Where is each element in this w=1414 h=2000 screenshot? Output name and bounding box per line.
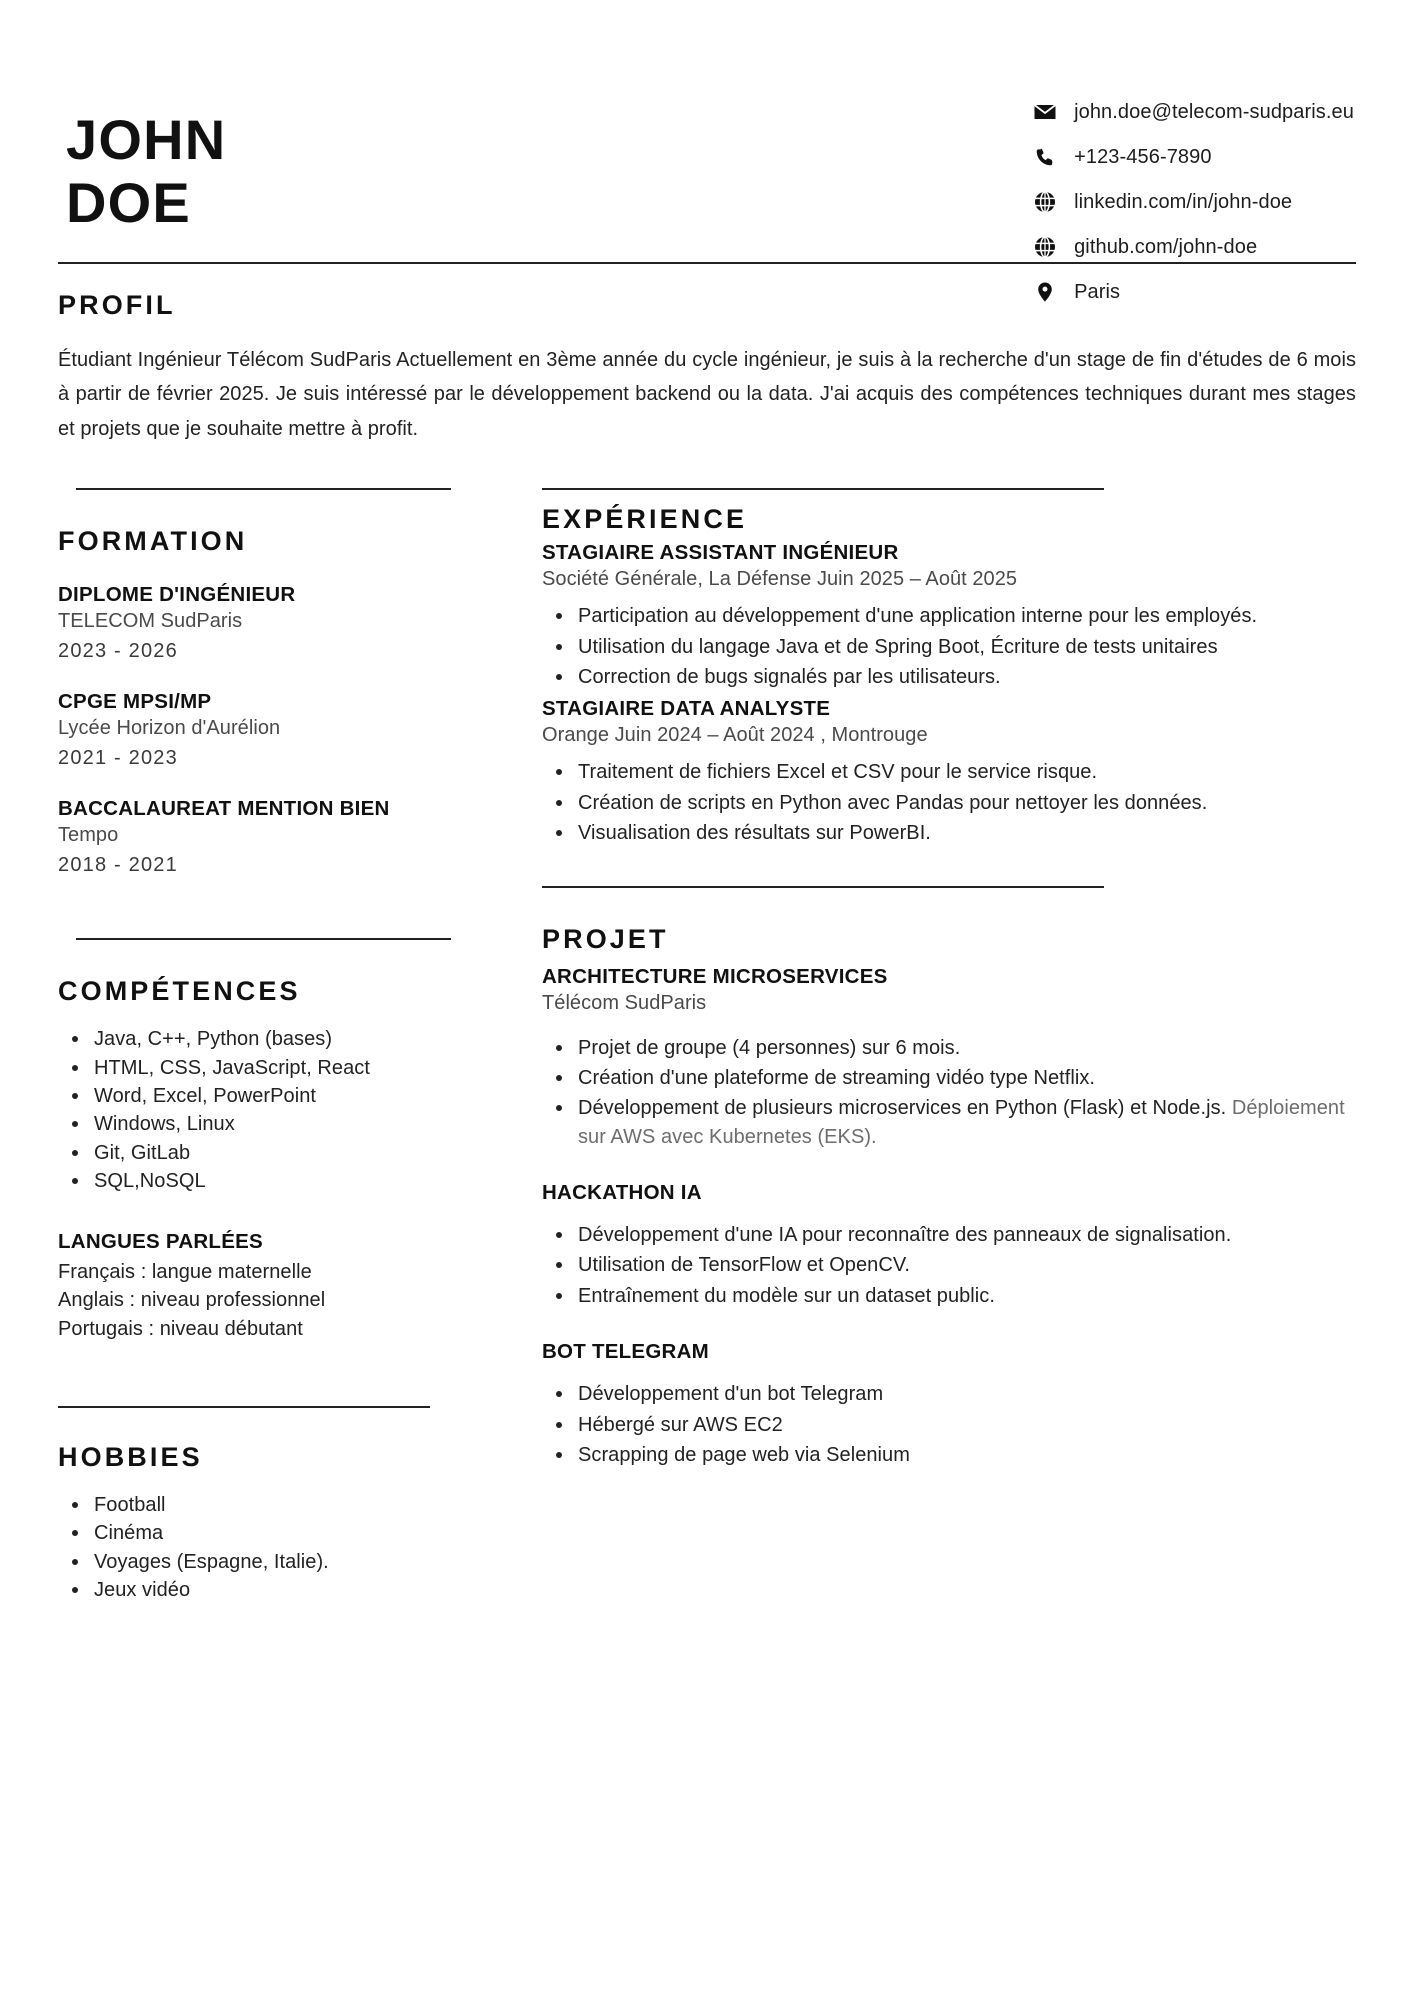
contact-item-phone[interactable] [1028,137,1354,176]
formation-entry-dates: 2018 - 2021 [58,854,178,877]
projet-entry-title: BOT TELEGRAM [542,1340,709,1364]
formation-entry [58,690,488,773]
list-item: Word, Excel, PowerPoint [58,1082,488,1110]
experience-bullets [542,758,1356,847]
left-column [58,488,488,1604]
list-item: SQL,NoSQL [58,1167,488,1195]
experience-entry-meta: Orange Juin 2024 – Août 2024 , Montrouge [542,724,928,747]
hobbies-heading: HOBBIES [58,1441,203,1472]
globe-icon [1028,235,1062,259]
experience-bullets [542,602,1356,691]
list-item: Voyages (Espagne, Italie). [58,1548,488,1576]
projet-bullet-strong: Développement de plusieurs microservices en Python (Flask) et Node.js. [578,1097,1227,1120]
experience-section [542,488,1356,847]
formation-section [58,488,488,880]
phone-icon [1028,146,1062,168]
contact-list [1028,92,1356,311]
list-item: Participation au développement d'une application interne pour les employés. [542,602,1356,630]
contact-email-text: john.doe@telecom-sudparis.eu [1074,100,1354,123]
last-name: DOE [66,171,191,235]
hobbies-list [58,1491,488,1605]
contact-github-text: github.com/john-doe [1074,235,1258,258]
langues-block [58,1230,488,1344]
formation-entry-title: DIPLOME D'INGÉNIEUR [58,583,296,607]
list-item: Correction de bugs signalés par les utilisateurs. [542,663,1356,691]
right-column [542,488,1356,1604]
contact-location-text: Paris [1074,280,1121,303]
contact-item-location [1028,272,1354,311]
projet-bullet-muted: Déploiement sur AWS avec Kubernetes (EKS). [578,1097,1345,1148]
competences-section [58,938,488,1344]
list-item: Windows, Linux [58,1110,488,1138]
divider-projet [542,886,1104,888]
formation-entry-school: TELECOM SudParis [58,610,243,633]
formation-entry [58,797,488,880]
contact-item-github[interactable] [1028,227,1354,266]
formation-entry [58,583,488,666]
list-item: Scrapping de page web via Selenium [542,1441,1356,1469]
competences-heading: COMPÉTENCES [58,976,301,1007]
resume-header [58,0,1356,303]
projet-bullets [542,1221,1356,1310]
experience-entry [542,697,1356,847]
experience-entry-meta: Société Générale, La Défense Juin 2025 – Août 2025 [542,568,1018,591]
projet-bullets [542,1380,1356,1469]
envelope-icon [1028,100,1062,124]
formation-entry-title: BACCALAUREAT MENTION BIEN [58,797,390,821]
list-item: Git, GitLab [58,1139,488,1167]
contact-phone-text: +123-456-7890 [1074,145,1212,168]
divider-experience [542,488,1104,490]
projet-entry-title: ARCHITECTURE MICROSERVICES [542,964,888,988]
experience-entry [542,541,1356,691]
list-item: Football [58,1491,488,1519]
experience-entry-title: STAGIAIRE DATA ANALYSTE [542,697,831,721]
divider-competences [76,938,451,940]
formation-entry-dates: 2023 - 2026 [58,640,178,663]
projet-entry [542,1340,1356,1469]
contact-item-linkedin[interactable] [1028,182,1354,221]
location-pin-icon [1028,280,1062,304]
candidate-name [58,92,226,235]
list-item: Projet de groupe (4 personnes) sur 6 mois. [542,1034,1356,1062]
competences-list [58,1025,488,1195]
list-item: Utilisation de TensorFlow et OpenCV. [542,1251,1356,1279]
formation-entry-school: Lycée Horizon d'Aurélion [58,717,281,740]
langues-heading: LANGUES PARLÉES [58,1229,263,1253]
list-item: Visualisation des résultats sur PowerBI. [542,819,1356,847]
projet-bullets [542,1034,1356,1152]
projet-entry [542,1181,1356,1310]
list-item: Développement d'une IA pour reconnaître des panneaux de signalisation. [542,1221,1356,1249]
projet-heading: PROJET [542,923,669,954]
contact-item-email[interactable] [1028,92,1354,131]
experience-heading: EXPÉRIENCE [542,504,748,535]
formation-entry-title: CPGE MPSI/MP [58,690,212,714]
projet-entry-meta: Télécom SudParis [542,991,707,1014]
hobbies-section [58,1406,488,1605]
divider-hobbies [58,1406,430,1408]
list-item: Utilisation du langage Java et de Spring Boot, Écriture de tests unitaires [542,633,1356,661]
projet-entry [542,965,1356,1152]
projet-entry-title: HACKATHON IA [542,1181,702,1205]
langues-item: Anglais : niveau professionnel [58,1289,326,1312]
list-item: Développement d'un bot Telegram [542,1380,1356,1408]
list-item: Cinéma [58,1519,488,1547]
formation-heading: FORMATION [58,526,248,557]
resume-body [58,446,1356,1604]
langues-item: Français : langue maternelle [58,1260,312,1283]
profil-heading: PROFIL [58,290,176,320]
list-item: Java, C++, Python (bases) [58,1025,488,1053]
list-item: HTML, CSS, JavaScript, React [58,1054,488,1082]
list-item-mixed [542,1094,1356,1151]
projet-section [542,886,1356,1470]
globe-icon [1028,190,1062,214]
profil-text: Étudiant Ingénieur Télécom SudParis Actuellement en 3ème année du cycle ingénieur, je suis à la recherche d'un stage de fin d'études de 6 mois à partir de février 2025. Je suis intéressé par le développement backend ou la data. J'ai acquis des compétences techniques durant mes stages et projets que je souhaite mettre à profit. [58,349,1356,440]
formation-entry-dates: 2021 - 2023 [58,747,178,770]
experience-entry-title: STAGIAIRE ASSISTANT INGÉNIEUR [542,541,899,565]
divider-formation [76,488,451,490]
list-item: Création de scripts en Python avec Pandas pour nettoyer les données. [542,789,1356,817]
list-item: Entraînement du modèle sur un dataset public. [542,1282,1356,1310]
formation-entry-school: Tempo [58,824,119,847]
list-item: Hébergé sur AWS EC2 [542,1411,1356,1439]
list-item: Création d'une plateforme de streaming vidéo type Netflix. [542,1064,1356,1092]
list-item: Jeux vidéo [58,1576,488,1604]
langues-item: Portugais : niveau débutant [58,1318,303,1341]
contact-linkedin-text: linkedin.com/in/john-doe [1074,190,1293,213]
list-item: Traitement de fichiers Excel et CSV pour le service risque. [542,758,1356,786]
first-name: JOHN [66,108,227,171]
